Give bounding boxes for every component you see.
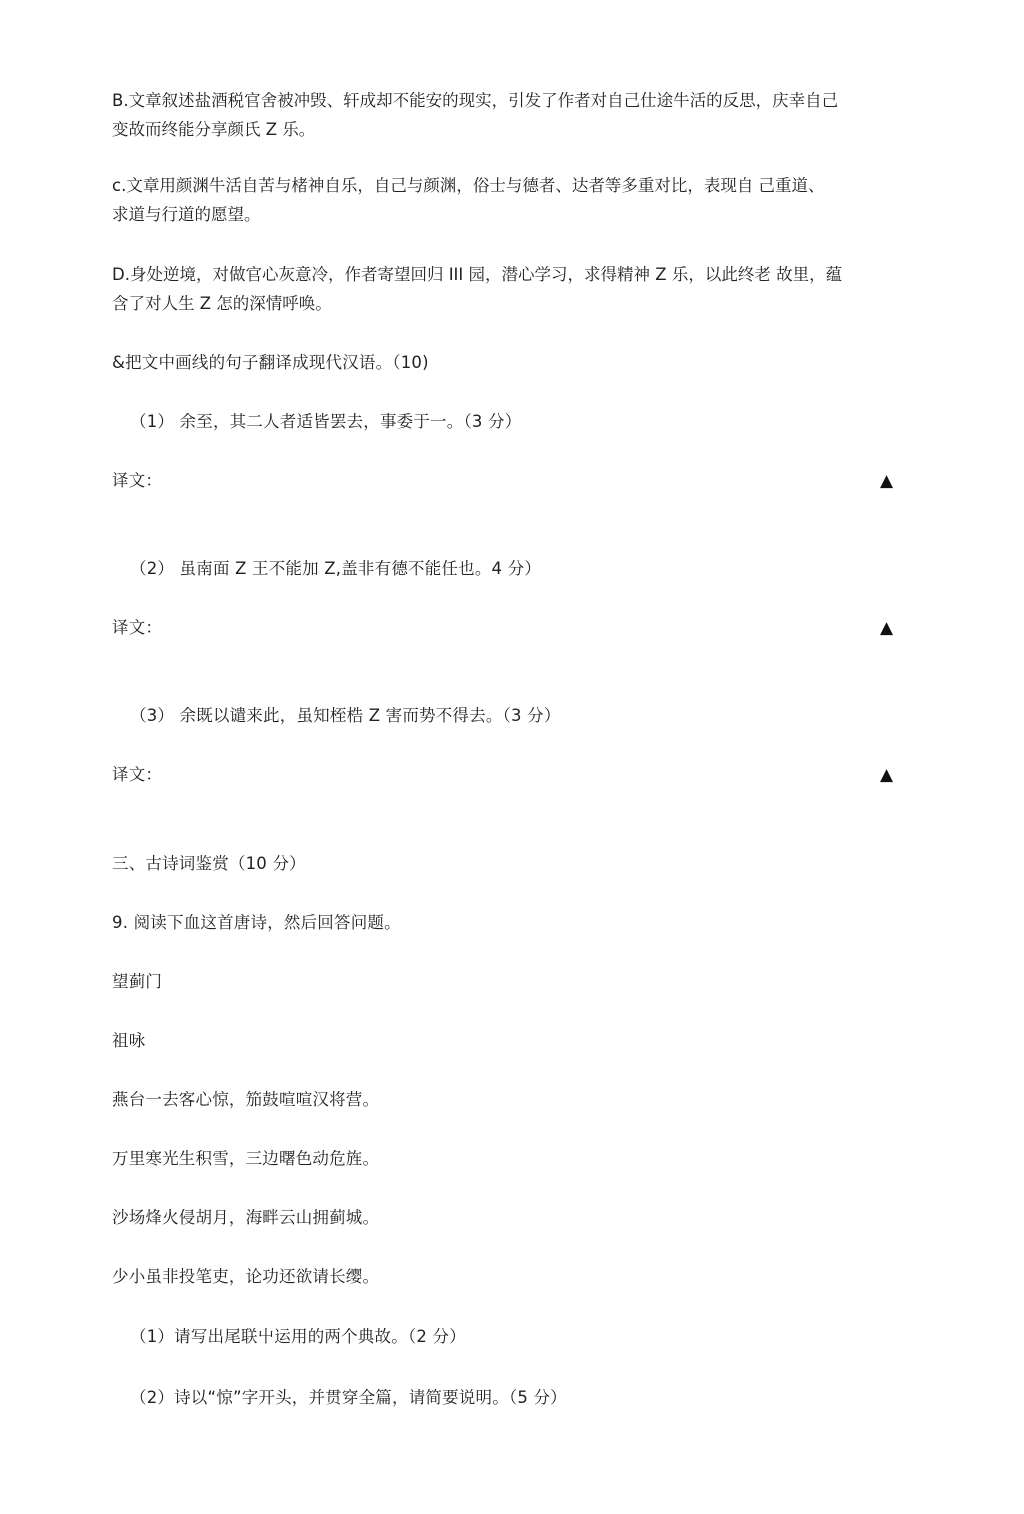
question-9-sub-2: （2）诗以“惊”字开头，并贯穿全篇，请简要说明。（5 分） <box>130 1388 567 1407</box>
option-c-line-2: 求道与行道的愿望。 <box>112 205 261 224</box>
question-8-item-3: （3） 余既以谴来此，虽知桎梏 Z 害而势不得去。（3 分） <box>130 706 561 725</box>
answer-label-3: 译文： <box>112 765 163 784</box>
option-d-line-2: 含了对人生 Z 怎的深情呼唤。 <box>112 294 332 313</box>
option-b-line-2: 变故而终能分享颜氏 Z 乐。 <box>112 120 316 139</box>
question-8-prompt: &把文中画线的句子翻译成现代汉语。（10) <box>112 353 429 372</box>
poem-line: 少小虽非投笔吏，论功还欲请长缨。 <box>112 1267 380 1286</box>
option-c-line-1: c.文章用颜渊牛活自苦与楮神自乐，自己与颜渊，俗士与德者、达者等多重对比，表现自 己重道、 <box>112 176 825 195</box>
poem-line: 万里寒光生积雪，三边曙色动危旌。 <box>112 1149 380 1168</box>
question-8-item-2: （2） 虽南面 Z 王不能加 Z,盖非有德不能任也。4 分） <box>130 559 542 578</box>
question-8-item-1: （1） 余至，其二人者适皆罢去，事委于一。（3 分） <box>130 412 522 431</box>
question-9-prompt: 9. 阅读下血这首唐诗，然后回答问题。 <box>112 913 401 932</box>
poem-line: 燕台一去客心惊，笳鼓喧喧汉将营。 <box>112 1090 380 1109</box>
answer-marker-3: ▲ <box>880 765 894 785</box>
answer-label-1: 译文： <box>112 471 163 490</box>
option-d-line-1: D.身处逆境，对做官心灰意冷，作者寄望回归 III 园，潜心学习，求得精神 Z 乐，以此终老 故里，蕴 <box>112 265 843 284</box>
poem-line: 沙场烽火侵胡月，海畔云山拥蓟城。 <box>112 1208 380 1227</box>
option-c <box>112 171 912 229</box>
question-9-sub-1: （1）请写出尾联屮运用的两个典故。（2 分） <box>130 1327 466 1346</box>
poem-title: 望蓟门 <box>112 972 163 991</box>
option-d <box>112 260 912 318</box>
poem-author: 祖咏 <box>112 1031 146 1050</box>
answer-marker-1: ▲ <box>880 471 894 491</box>
option-b-line-1: B.文章叙述盐酒税官舍被冲毁、轩成却不能安的现实，引发了作者对自己仕途牛活的反思，庆幸自己 <box>112 91 839 110</box>
answer-label-2: 译文： <box>112 618 163 637</box>
option-b <box>112 86 912 144</box>
section-3-heading: 三、古诗词鉴赏（10 分） <box>112 854 306 873</box>
answer-marker-2: ▲ <box>880 618 894 638</box>
